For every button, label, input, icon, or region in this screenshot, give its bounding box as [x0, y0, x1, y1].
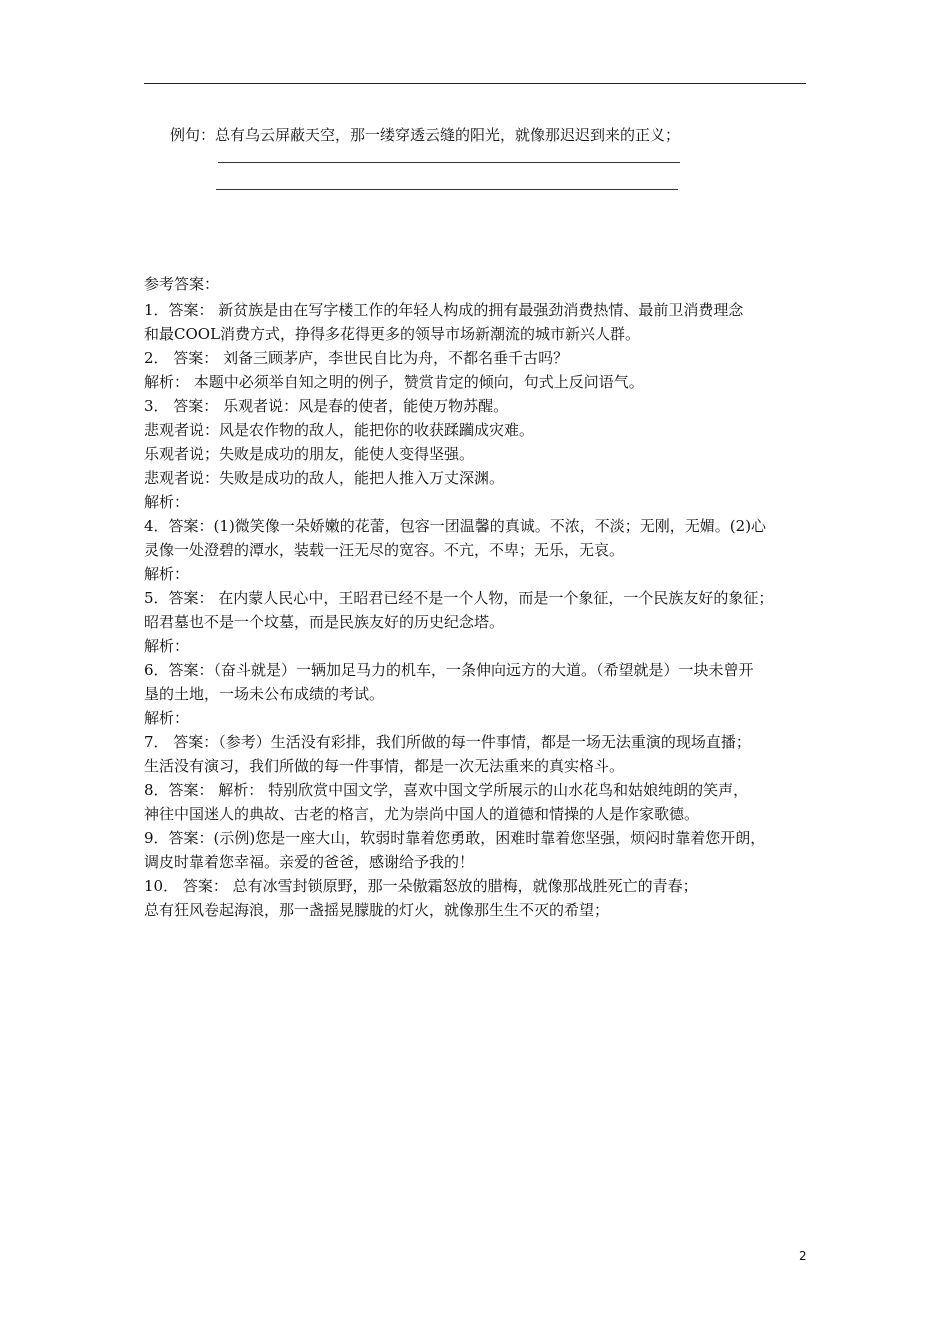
- answer-line: 乐观者说；失败是成功的朋友，能使人变得坚强。: [144, 445, 475, 463]
- answer-line: 解析： 本题中必须举自知之明的例子，赞赏肯定的倾向，句式上反问语气。: [144, 373, 644, 391]
- answer-line: 3． 答案： 乐观者说：风是春的使者，能使万物苏醒。: [144, 397, 509, 415]
- answer-line: 和最COOL消费方式，挣得多花得更多的领导市场新潮流的城市新兴人群。: [144, 325, 641, 343]
- answer-line: 解析：: [144, 493, 190, 511]
- example-sentence: 例句：总有乌云屏蔽天空，那一缕穿透云缝的阳光，就像那迟迟到来的正义；: [170, 126, 681, 144]
- answer-line: 解析：: [144, 637, 190, 655]
- answer-blank-line-1: [218, 162, 680, 163]
- answer-line: 垦的土地，一场未公布成绩的考试。: [144, 685, 385, 703]
- answers-heading: 参考答案：: [144, 275, 220, 293]
- answer-line: 灵像一处澄碧的潭水，装载一汪无尽的宽容。不亢，不卑；无乐，无哀。: [144, 541, 625, 559]
- answer-line: 昭君墓也不是一个坟墓，而是民族友好的历史纪念塔。: [144, 613, 505, 631]
- answer-line: 总有狂风卷起海浪，那一盏摇晃朦胧的灯火，就像那生生不灭的希望；: [144, 901, 610, 919]
- answer-line: 生活没有演习，我们所做的每一件事情，都是一次无法重来的真实格斗。: [144, 757, 625, 775]
- answer-line: 7． 答案：（参考）生活没有彩排，我们所做的每一件事情，都是一场无法重演的现场直播；: [144, 733, 751, 751]
- answer-line: 神往中国迷人的典故、古老的格言，尤为崇尚中国人的道德和情操的人是作家歌德。: [144, 805, 700, 823]
- answer-line: 悲观者说：风是农作物的敌人，能把你的收获蹂躏成灾难。: [144, 421, 535, 439]
- answer-line: 1．答案： 新贫族是由在写字楼工作的年轻人构成的拥有最强劲消费热情、最前卫消费理念: [144, 301, 744, 319]
- answer-line: 解析：: [144, 565, 190, 583]
- answer-line: 9．答案：(示例)您是一座大山，软弱时靠着您勇敢，困难时靠着您坚强，烦闷时靠着您开朗，: [144, 829, 766, 847]
- answer-line: 悲观者说：失败是成功的敌人，能把人推入万丈深渊。: [144, 469, 505, 487]
- answer-line: 5．答案： 在内蒙人民心中，王昭君已经不是一个人物，而是一个象征，一个民族友好的象征；: [144, 589, 774, 607]
- answer-line: 2． 答案： 刘备三顾茅庐，李世民自比为舟，不都名垂千古吗？: [144, 349, 569, 367]
- page-number: 2: [799, 1249, 807, 1263]
- answer-line: 10． 答案： 总有冰雪封锁原野，那一朵傲霜怒放的腊梅，就像那战胜死亡的青春；: [144, 877, 698, 895]
- answer-line: 调皮时靠着您幸福。亲爱的爸爸，感谢给予我的！: [144, 853, 475, 871]
- answer-line: 8．答案： 解析： 特别欣赏中国文学，喜欢中国文学所展示的山水花鸟和姑娘纯朗的笑声，: [144, 781, 749, 799]
- answer-line: 6．答案：（奋斗就是）一辆加足马力的机车，一条伸向远方的大道。（希望就是）一块未曾开: [144, 661, 754, 679]
- answer-line: 解析：: [144, 709, 190, 727]
- answer-blank-line-2: [216, 189, 678, 190]
- top-rule: [144, 83, 806, 84]
- answer-line: 4．答案：(1)微笑像一朵娇嫩的花蕾，包容一团温馨的真诚。不浓，不淡；无刚，无媚。(2)心: [144, 517, 767, 535]
- reference-answers: [144, 272, 816, 922]
